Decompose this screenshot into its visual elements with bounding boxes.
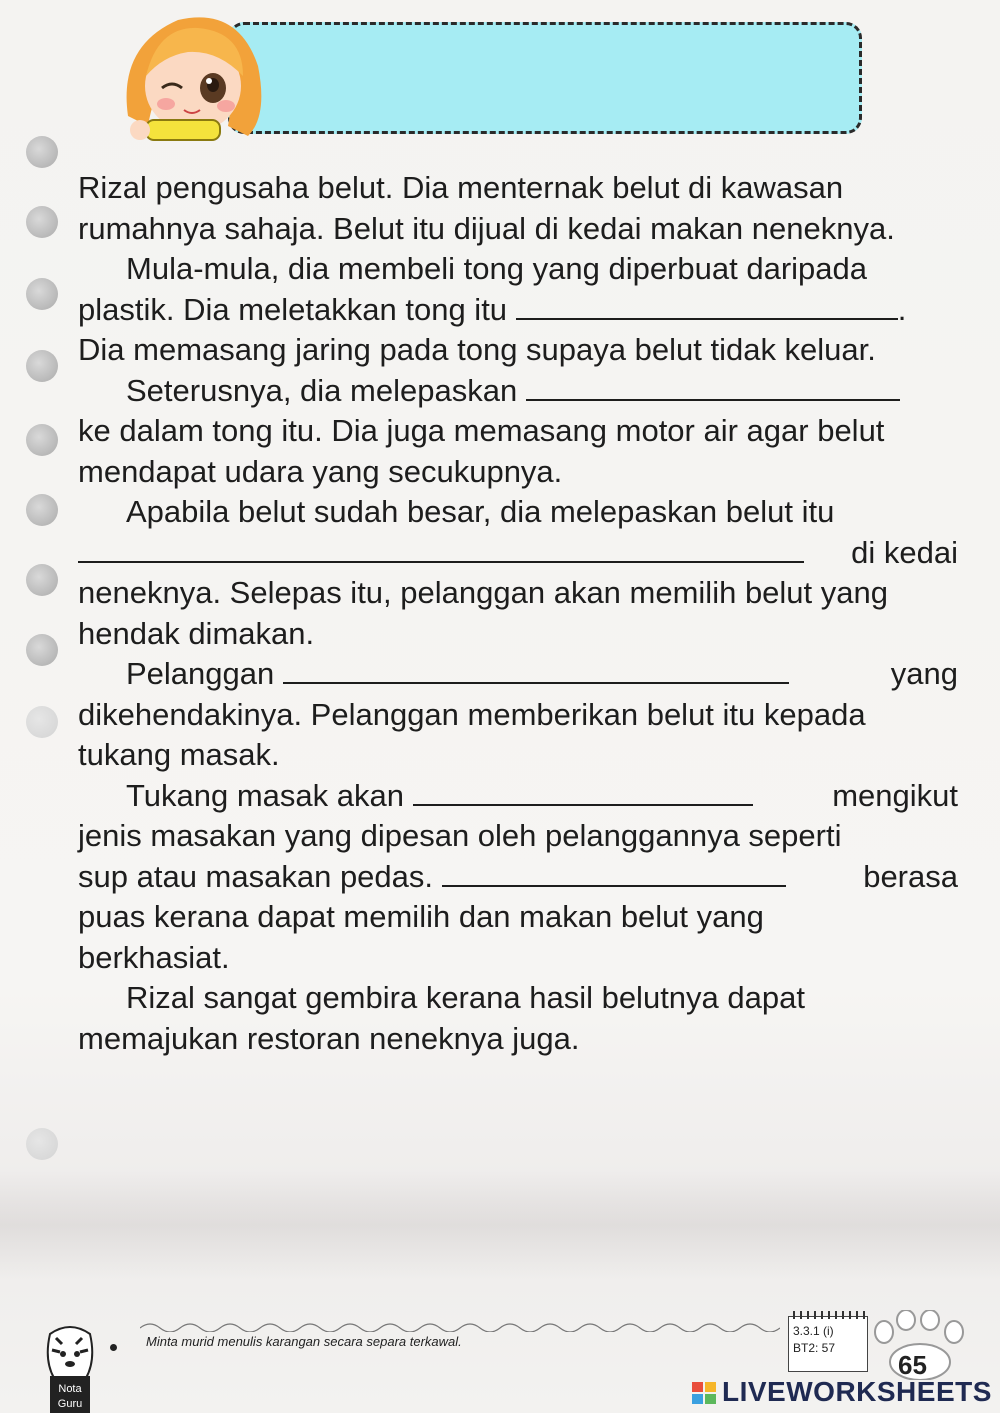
story-passage (78, 168, 958, 1059)
answer-blank-2[interactable] (526, 373, 900, 401)
binder-hole-icon (26, 424, 58, 456)
tiger-icon (42, 1320, 98, 1413)
answer-blank-3[interactable] (78, 535, 804, 563)
answer-blank-6[interactable] (442, 859, 786, 887)
passage-line: neneknya. Selepas itu, pelanggan akan memilih belut yang (78, 575, 888, 610)
passage-line: memajukan restoran neneknya juga. (78, 1020, 580, 1056)
passage-line: Rizal sangat gembira kerana hasil belutnya dapat (126, 980, 805, 1015)
passage-line: plastik. Dia meletakkan tong itu (78, 291, 508, 327)
decorative-wave (140, 1316, 780, 1332)
binder-hole-icon (26, 206, 58, 238)
code-line-1: 3.3.1 (i) (793, 1324, 834, 1338)
passage-line: tukang masak. (78, 737, 280, 772)
binder-hole-icon (26, 136, 58, 168)
passage-line: Tukang masak akan (126, 777, 405, 813)
page-shadow (0, 1170, 1000, 1280)
passage-line: rumahnya sahaja. Belut itu dijual di kedai makan neneknya. (78, 210, 895, 246)
code-line-2: BT2: 57 (793, 1341, 836, 1355)
answer-blank-5[interactable] (413, 778, 753, 806)
answer-blank-4[interactable] (283, 656, 789, 684)
liveworksheets-watermark (692, 1376, 992, 1410)
page-number: 65 (898, 1350, 927, 1380)
binder-hole-icon (26, 494, 58, 526)
binder-hole-icon (26, 634, 58, 666)
binder-hole-icon (26, 564, 58, 596)
passage-line: sup atau masakan pedas. (78, 858, 434, 894)
tiger-label-1: Nota (58, 1383, 82, 1395)
passage-line: berkhasiat. (78, 939, 230, 975)
passage-line: hendak dimakan. (78, 615, 315, 651)
passage-line: jenis masakan yang dipesan oleh pelanggannya seperti (78, 818, 842, 853)
bullet-icon (110, 1344, 117, 1351)
binder-hole-icon (26, 278, 58, 310)
title-answer-box[interactable] (228, 22, 862, 134)
spiral-binding-icon (793, 1311, 865, 1319)
passage-line: Apabila belut sudah besar, dia melepaskan belut itu (126, 494, 835, 529)
passage-punct: . (897, 291, 907, 327)
tiger-label-2: Guru (57, 1398, 83, 1410)
answer-blank-1[interactable] (516, 292, 898, 320)
passage-line: ke dalam tong itu. Dia juga memasang motor air agar belut (78, 413, 885, 448)
girl-mascot-icon (118, 6, 268, 146)
passage-line: yang (890, 656, 958, 691)
passage-line: mengikut (832, 777, 958, 813)
standard-code-box (788, 1316, 868, 1372)
binder-hole-icon (26, 706, 58, 738)
watermark-text: LIVEWORKSHEETS (722, 1376, 992, 1407)
passage-line: Mula-mula, dia membeli tong yang diperbuat daripada (126, 251, 867, 286)
passage-line: Pelanggan (126, 656, 275, 691)
liveworksheets-logo-icon (692, 1382, 716, 1404)
passage-line: Dia memasang jaring pada tong supaya belut tidak keluar. (78, 332, 876, 367)
passage-line: berasa (863, 858, 958, 894)
passage-line: di kedai (851, 534, 958, 570)
passage-line: puas kerana dapat memilih dan makan belut yang (78, 899, 764, 934)
binder-hole-icon (26, 350, 58, 382)
passage-line: mendapat udara yang secukupnya. (78, 453, 563, 489)
teacher-note: Minta murid menulis karangan secara separa terkawal. (146, 1334, 462, 1349)
passage-line: Rizal pengusaha belut. Dia menternak belut di kawasan (78, 170, 844, 205)
passage-line: Seterusnya, dia melepaskan (126, 372, 518, 408)
binder-hole-icon (26, 1128, 58, 1160)
passage-line: dikehendakinya. Pelanggan memberikan belut itu kepada (78, 696, 866, 732)
